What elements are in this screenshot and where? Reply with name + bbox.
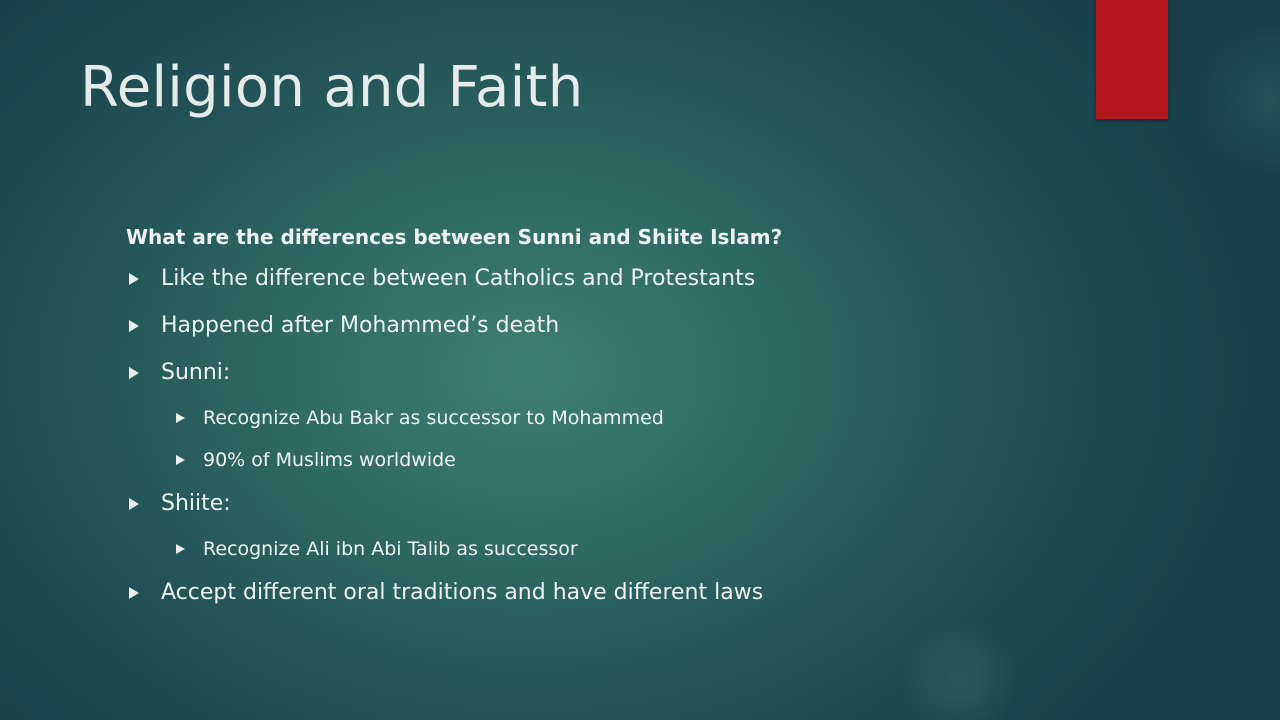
triangle-bullet-icon xyxy=(176,544,185,554)
triangle-bullet-icon xyxy=(129,320,139,332)
background-glow xyxy=(1180,20,1280,180)
background-glow xyxy=(900,620,1020,720)
sub-bullet-text: Recognize Abu Bakr as successor to Mohammed xyxy=(203,407,664,429)
sub-bullet-text: 90% of Muslims worldwide xyxy=(203,449,456,471)
triangle-bullet-icon xyxy=(129,498,139,510)
triangle-bullet-icon xyxy=(129,273,139,285)
triangle-bullet-icon xyxy=(129,367,139,379)
sub-bullet-item xyxy=(126,447,1126,473)
bullet-text: Accept different oral traditions and have different laws xyxy=(161,580,764,605)
bullet-text: Happened after Mohammed’s death xyxy=(161,313,560,338)
bullet-text: Sunni: xyxy=(161,360,231,385)
sub-bullet-item xyxy=(126,536,1126,562)
bullet-item xyxy=(126,578,1126,608)
slide-title: Religion and Faith xyxy=(80,55,584,120)
bullet-text: Shiite: xyxy=(161,491,231,516)
bullet-item xyxy=(126,489,1126,519)
bullet-item xyxy=(126,358,1126,388)
sub-bullet-item xyxy=(126,405,1126,431)
accent-bar xyxy=(1096,0,1168,119)
triangle-bullet-icon xyxy=(176,413,185,423)
question-heading: What are the differences between Sunni and Shiite Islam? xyxy=(126,225,783,249)
bullet-text: Like the difference between Catholics and Protestants xyxy=(161,266,756,291)
sub-bullet-text: Recognize Ali ibn Abi Talib as successor xyxy=(203,538,578,560)
triangle-bullet-icon xyxy=(176,455,185,465)
bullet-item xyxy=(126,311,1126,341)
triangle-bullet-icon xyxy=(129,587,139,599)
bullet-item xyxy=(126,264,1126,294)
slide-content xyxy=(126,222,1126,625)
